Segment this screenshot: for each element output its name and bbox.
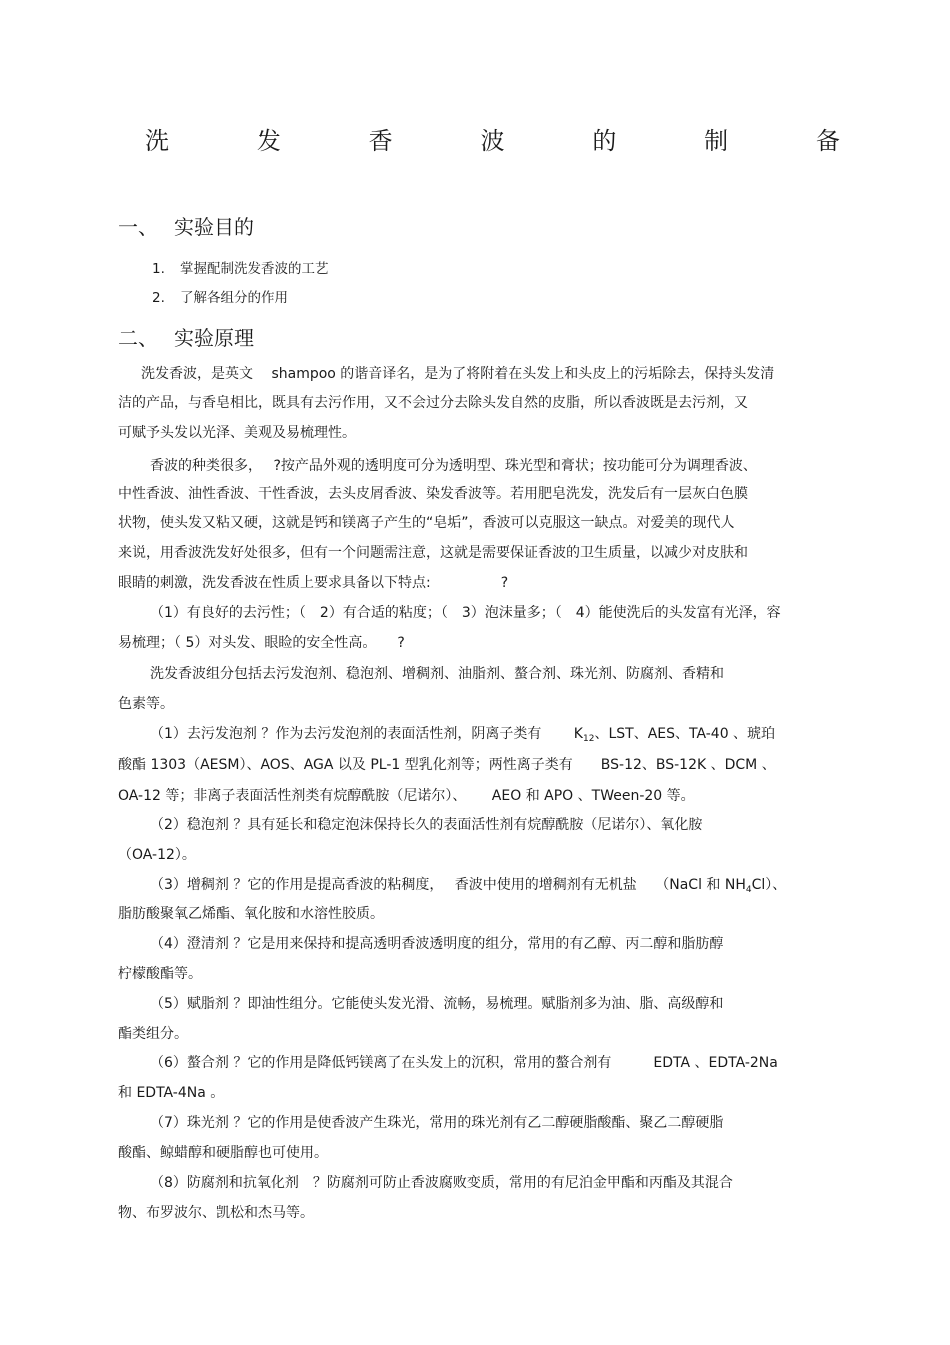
paragraph-line — [150, 724, 775, 746]
paragraph-line: 洁的产品，与香皂相比，既具有去污作用，又不会过分去除头发自然的皮脂，所以香波既是去污剂，又 — [118, 395, 748, 411]
line-text: （3）增稠剂 ？它的作用是提高香波的粘稠度， 香波中使用的增稠剂有无机盐 （NaCl 和 NH — [150, 877, 746, 893]
title-char: 制 — [704, 127, 729, 155]
list-item-number: 2. — [152, 290, 165, 306]
paragraph-line: 中性香波、油性香波、干性香波，去头皮屑香波、染发香波等。若用肥皂洗发，洗发后有一层灰白色膜 — [118, 486, 748, 502]
section-title: 实验目的 — [174, 215, 254, 239]
paragraph-line: OA-12 等；非离子表面活性剂类有烷醇酰胺（尼诺尔）、 AEO 和 APO 、TWeen-20 等。 — [118, 788, 695, 804]
paragraph-line: 易梳理；（ 5）对头发、眼睑的安全性高。 ? — [118, 635, 405, 651]
paragraph-line: （1）有良好的去污性；（ 2）有合适的粘度；（ 3）泡沫量多；（ 4）能使洗后的头发富有光泽，容 — [150, 605, 781, 621]
subscript: 12 — [583, 734, 595, 744]
paragraph-line: 柠檬酸酯等。 — [118, 966, 202, 982]
title-char: 的 — [592, 127, 617, 155]
paragraph-line: 和 EDTA-4Na 。 — [118, 1085, 225, 1101]
paragraph-line: 酸酯、鲸蜡醇和硬脂醇也可使用。 — [118, 1145, 328, 1161]
paragraph-line: 来说，用香波洗发好处很多，但有一个问题需注意，这就是需要保证香波的卫生质量，以减少对皮肤和 — [118, 545, 748, 561]
paragraph-line — [150, 875, 786, 897]
line-text: Cl）、 — [751, 877, 787, 893]
paragraph-line: 色素等。 — [118, 696, 174, 712]
line-text: （1）去污发泡剂 ？作为去污发泡剂的表面活性剂，阴离子类有 K — [150, 726, 583, 742]
subscript: 4 — [745, 885, 752, 895]
paragraph-line: （2）稳泡剂 ？具有延长和稳定泡沫保持长久的表面活性剂有烷醇酰胺（尼诺尔）、氧化胺 — [150, 817, 703, 833]
title-char: 香 — [368, 127, 393, 155]
paragraph-line: （5）赋脂剂 ？即油性组分。它能使头发光滑、流畅，易梳理。赋脂剂多为油、脂、高级醇和 — [150, 996, 724, 1012]
title-char: 波 — [480, 127, 505, 155]
paragraph-line: 可赋予头发以光泽、美观及易梳理性。 — [118, 425, 356, 441]
paragraph-line: 酯类组分。 — [118, 1026, 188, 1042]
list-item — [152, 257, 329, 277]
document-title — [145, 121, 840, 156]
section-number: 二、 — [118, 326, 158, 350]
line-text: 、LST、AES、TA-40 、琥珀 — [594, 726, 776, 742]
paragraph-line: 脂肪酸聚氧乙烯酯、氧化胺和水溶性胶质。 — [118, 906, 384, 922]
paragraph-line: 状物，使头发又粘又硬，这就是钙和镁离子产生的“皂垢”，香波可以克服这一缺点。对爱美的现代人 — [118, 515, 735, 531]
section-title: 实验原理 — [174, 326, 254, 350]
title-char: 洗 — [145, 127, 169, 155]
paragraph-line: 物、布罗波尔、凯松和杰马等。 — [118, 1205, 314, 1221]
list-item-number: 1. — [152, 261, 165, 277]
list-item — [152, 286, 288, 306]
paragraph-line: 酸酯 1303（AESM）、AOS、AGA 以及 PL-1 型乳化剂等；两性离子类有 BS-12、BS-12K 、DCM 、 — [118, 757, 776, 773]
title-char: 备 — [815, 127, 840, 155]
paragraph-line: 香波的种类很多， ?按产品外观的透明度可分为透明型、珠光型和膏状；按功能可分为调理香波、 — [150, 458, 757, 474]
list-item-text: 了解各组分的作用 — [180, 290, 288, 306]
section-heading-purpose — [118, 211, 254, 240]
list-item-text: 掌握配制洗发香波的工艺 — [180, 261, 329, 277]
paragraph-line: （7）珠光剂 ？它的作用是使香波产生珠光，常用的珠光剂有乙二醇硬脂酸酯、聚乙二醇硬脂 — [150, 1115, 724, 1131]
paragraph-line: 眼睛的刺激，洗发香波在性质上要求具备以下特点: ? — [118, 575, 509, 591]
section-heading-principle — [118, 322, 254, 351]
paragraph-line: （6）螯合剂 ？它的作用是降低钙镁离了在头发上的沉积，常用的螯合剂有 EDTA 、EDTA-2Na — [150, 1055, 778, 1071]
title-char: 发 — [256, 127, 281, 155]
paragraph-line: 洗发香波组分包括去污发泡剂、稳泡剂、增稠剂、油脂剂、螯合剂、珠光剂、防腐剂、香精和 — [150, 666, 724, 682]
paragraph-line: （OA-12）。 — [118, 847, 196, 863]
section-number: 一、 — [118, 215, 158, 239]
paragraph-line: 洗发香波，是英文 shampoo 的谐音译名，是为了将附着在头发上和头皮上的污垢除去，保持头发清 — [141, 366, 775, 382]
paragraph-line: （4）澄清剂 ？它是用来保持和提高透明香波透明度的组分，常用的有乙醇、丙二醇和脂肪醇 — [150, 936, 724, 952]
paragraph-line: （8）防腐剂和抗氧化剂 ？防腐剂可防止香波腐败变质，常用的有尼泊金甲酯和丙酯及其混合 — [150, 1175, 733, 1191]
